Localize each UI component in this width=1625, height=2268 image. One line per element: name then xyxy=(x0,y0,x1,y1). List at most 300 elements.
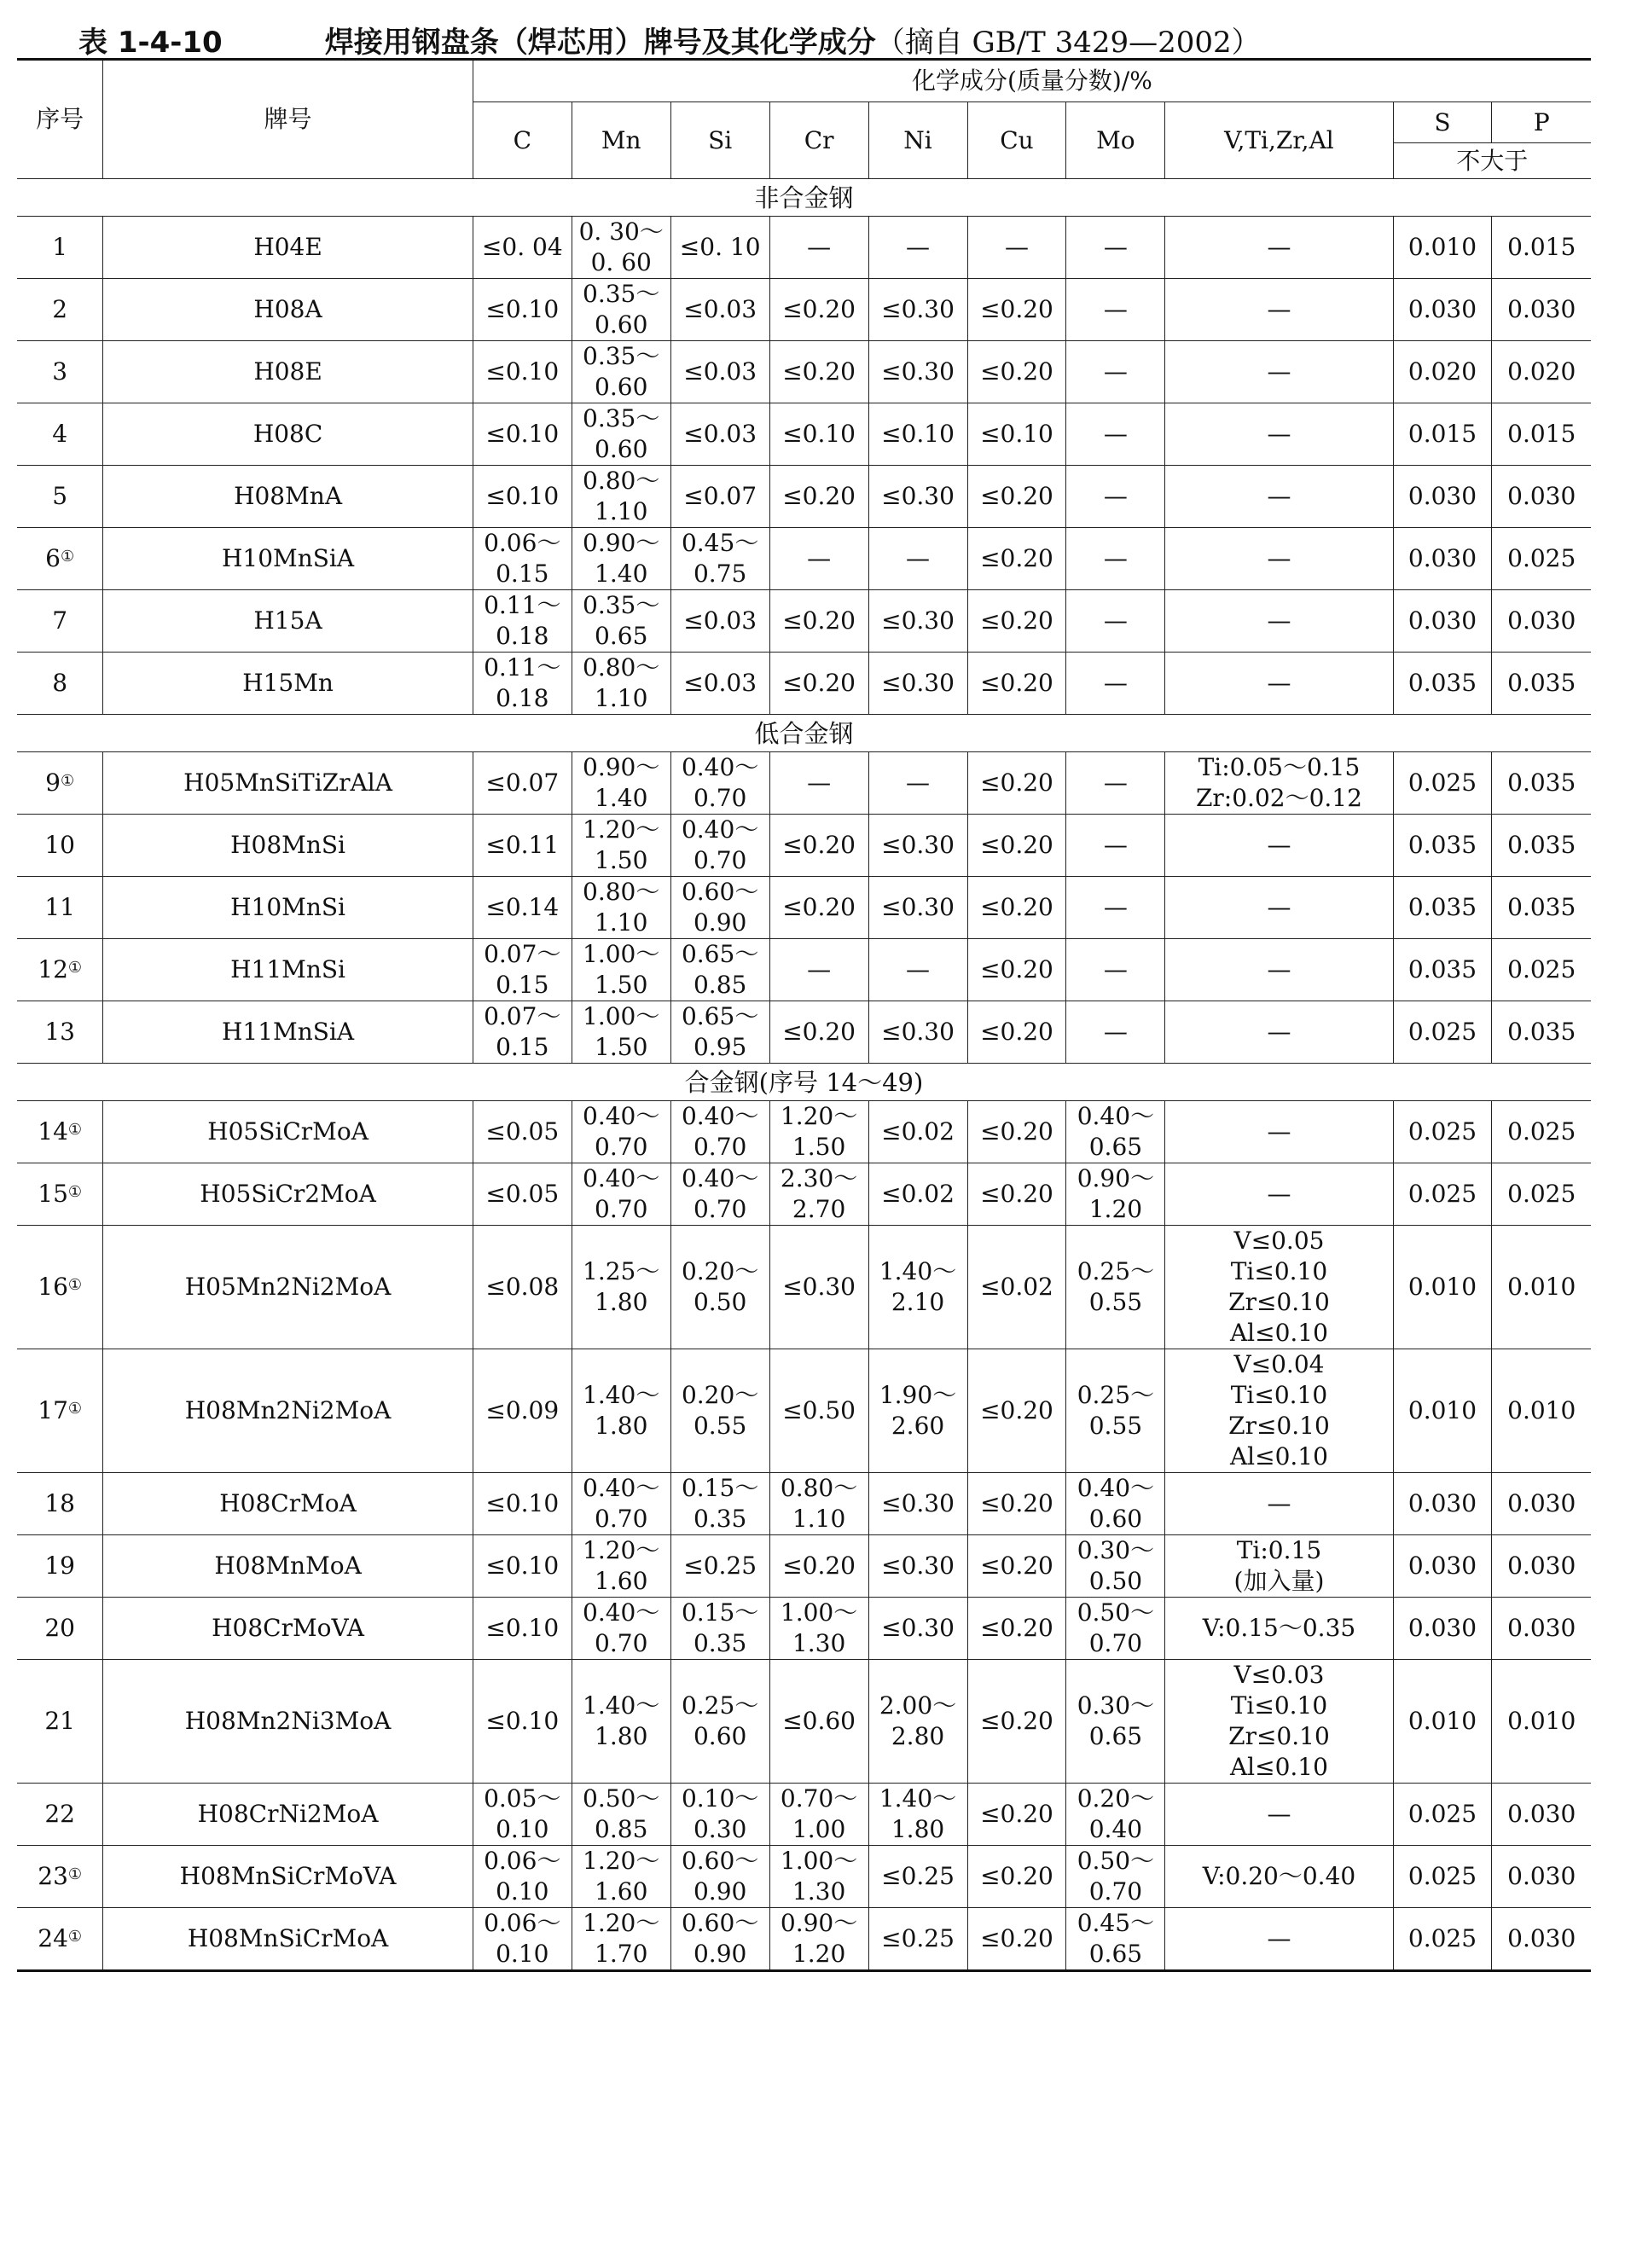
cell-vti: — xyxy=(1165,1784,1393,1846)
cell-mn: 1.20～ 1.60 xyxy=(572,1846,670,1908)
cell-s: 0.030 xyxy=(1393,1598,1492,1660)
cell-p: 0.015 xyxy=(1492,403,1591,466)
cell-vti: — xyxy=(1165,466,1393,528)
cell-mn: 0. 30～ 0. 60 xyxy=(572,217,670,279)
cell-si: 0.15～ 0.35 xyxy=(670,1473,769,1535)
cell-ni: ≤0.10 xyxy=(868,403,967,466)
cell-vti: Ti:0.15 (加入量) xyxy=(1165,1535,1393,1598)
cell-c: 0.07～ 0.15 xyxy=(473,939,572,1001)
cell-seq xyxy=(17,403,103,466)
cell-c: ≤0.10 xyxy=(473,1473,572,1535)
cell-si: 0.20～ 0.55 xyxy=(670,1349,769,1473)
cell-p: 0.035 xyxy=(1492,815,1591,877)
cell-cr: 0.70～ 1.00 xyxy=(769,1784,868,1846)
cell-p: 0.025 xyxy=(1492,528,1591,590)
cell-c: ≤0.14 xyxy=(473,877,572,939)
cell-mo: 0.45～ 0.65 xyxy=(1066,1908,1165,1971)
cell-si: 0.40～ 0.70 xyxy=(670,1163,769,1226)
cell-grade: H08E xyxy=(103,341,473,403)
cell-cu: ≤0.20 xyxy=(967,341,1066,403)
cell-cu: ≤0.20 xyxy=(967,466,1066,528)
cell-seq xyxy=(17,217,103,279)
cell-ni: ≤0.30 xyxy=(868,877,967,939)
cell-vti: — xyxy=(1165,279,1393,341)
cell-seq xyxy=(17,1535,103,1598)
cell-c: ≤0.10 xyxy=(473,279,572,341)
group-row xyxy=(17,1064,1591,1101)
table-row xyxy=(17,1660,1591,1784)
cell-s: 0.025 xyxy=(1393,1101,1492,1163)
cell-vti: — xyxy=(1165,1473,1393,1535)
cell-grade: H08A xyxy=(103,279,473,341)
cell-mo: 0.20～ 0.40 xyxy=(1066,1784,1165,1846)
cell-vti: — xyxy=(1165,217,1393,279)
cell-s: 0.020 xyxy=(1393,341,1492,403)
cell-cr: ≤0.20 xyxy=(769,815,868,877)
cell-p: 0.025 xyxy=(1492,1163,1591,1226)
cell-mo: 0.90～ 1.20 xyxy=(1066,1163,1165,1226)
cell-cu: ≤0.20 xyxy=(967,1163,1066,1226)
cell-mo: — xyxy=(1066,815,1165,877)
cell-si: ≤0.03 xyxy=(670,341,769,403)
cell-mn: 0.35～ 0.65 xyxy=(572,590,670,653)
cell-cr: ≤0.20 xyxy=(769,466,868,528)
cell-s: 0.035 xyxy=(1393,877,1492,939)
seq-number: 4 xyxy=(52,420,68,448)
cell-vti: Ti:0.05～0.15 Zr:0.02～0.12 xyxy=(1165,752,1393,815)
header-composition: 化学成分(质量分数)/% xyxy=(473,60,1591,102)
cell-si: 0.15～ 0.35 xyxy=(670,1598,769,1660)
cell-ni: — xyxy=(868,217,967,279)
header-row-1 xyxy=(17,60,1591,102)
cell-si: 0.65～ 0.85 xyxy=(670,939,769,1001)
table-row xyxy=(17,1908,1591,1971)
group-label: 合金钢(序号 14～49) xyxy=(17,1064,1591,1101)
cell-s: 0.035 xyxy=(1393,815,1492,877)
cell-c: ≤0.10 xyxy=(473,1660,572,1784)
cell-mo: — xyxy=(1066,939,1165,1001)
cell-seq xyxy=(17,466,103,528)
cell-cr: ≤0.20 xyxy=(769,279,868,341)
cell-vti: V≤0.04 Ti≤0.10 Zr≤0.10 Al≤0.10 xyxy=(1165,1349,1393,1473)
cell-mn: 0.35～ 0.60 xyxy=(572,403,670,466)
cell-s: 0.025 xyxy=(1393,1163,1492,1226)
cell-s: 0.010 xyxy=(1393,1226,1492,1349)
footnote-mark: ① xyxy=(61,548,75,566)
cell-vti: — xyxy=(1165,1908,1393,1971)
cell-grade: H08MnSiCrMoA xyxy=(103,1908,473,1971)
cell-p: 0.035 xyxy=(1492,1001,1591,1064)
cell-c: 0.07～ 0.15 xyxy=(473,1001,572,1064)
cell-grade: H15A xyxy=(103,590,473,653)
table-row xyxy=(17,403,1591,466)
seq-number: 11 xyxy=(44,893,75,921)
table-caption xyxy=(78,19,1261,61)
cell-p: 0.030 xyxy=(1492,1473,1591,1535)
table-row xyxy=(17,939,1591,1001)
cell-grade: H08MnMoA xyxy=(103,1535,473,1598)
cell-si: 0.40～ 0.70 xyxy=(670,1101,769,1163)
cell-seq xyxy=(17,653,103,715)
cell-s: 0.035 xyxy=(1393,653,1492,715)
cell-cu: ≤0.20 xyxy=(967,1660,1066,1784)
cell-mn: 1.40～ 1.80 xyxy=(572,1349,670,1473)
cell-p: 0.015 xyxy=(1492,217,1591,279)
cell-mo: 0.40～ 0.60 xyxy=(1066,1473,1165,1535)
cell-cr: 0.90～ 1.20 xyxy=(769,1908,868,1971)
cell-seq xyxy=(17,1349,103,1473)
cell-vti: — xyxy=(1165,815,1393,877)
cell-mo: — xyxy=(1066,341,1165,403)
cell-s: 0.030 xyxy=(1393,528,1492,590)
cell-mn: 0.35～ 0.60 xyxy=(572,279,670,341)
table-row xyxy=(17,1163,1591,1226)
cell-p: 0.030 xyxy=(1492,1846,1591,1908)
cell-mo: — xyxy=(1066,1001,1165,1064)
cell-vti: V:0.20～0.40 xyxy=(1165,1846,1393,1908)
table-row xyxy=(17,1349,1591,1473)
cell-cu: ≤0.20 xyxy=(967,590,1066,653)
table-row xyxy=(17,752,1591,815)
cell-mn: 0.40～ 0.70 xyxy=(572,1473,670,1535)
cell-ni: ≤0.30 xyxy=(868,653,967,715)
cell-grade: H11MnSi xyxy=(103,939,473,1001)
table-row xyxy=(17,590,1591,653)
cell-ni: ≤0.02 xyxy=(868,1101,967,1163)
cell-c: ≤0.10 xyxy=(473,1535,572,1598)
table-row xyxy=(17,1535,1591,1598)
cell-p: 0.010 xyxy=(1492,1660,1591,1784)
cell-si: 0.65～ 0.95 xyxy=(670,1001,769,1064)
cell-si: 0.25～ 0.60 xyxy=(670,1660,769,1784)
cell-c: ≤0.07 xyxy=(473,752,572,815)
cell-mo: — xyxy=(1066,279,1165,341)
cell-s: 0.030 xyxy=(1393,1535,1492,1598)
seq-number: 16 xyxy=(38,1273,68,1301)
cell-s: 0.010 xyxy=(1393,217,1492,279)
cell-cu: ≤0.20 xyxy=(967,1784,1066,1846)
cell-si: ≤0.25 xyxy=(670,1535,769,1598)
cell-s: 0.035 xyxy=(1393,939,1492,1001)
cell-grade: H05SiCr2MoA xyxy=(103,1163,473,1226)
cell-mn: 0.40～ 0.70 xyxy=(572,1163,670,1226)
seq-number: 21 xyxy=(44,1707,75,1735)
cell-mo: 0.50～ 0.70 xyxy=(1066,1846,1165,1908)
cell-c: ≤0.05 xyxy=(473,1163,572,1226)
cell-p: 0.025 xyxy=(1492,1101,1591,1163)
cell-ni: ≤0.02 xyxy=(868,1163,967,1226)
table-number: 表 1-4-10 xyxy=(78,26,223,60)
footnote-mark: ① xyxy=(67,1400,83,1418)
cell-seq xyxy=(17,528,103,590)
cell-ni: ≤0.25 xyxy=(868,1846,967,1908)
cell-cr: 0.80～ 1.10 xyxy=(769,1473,868,1535)
cell-cr: — xyxy=(769,217,868,279)
cell-s: 0.025 xyxy=(1393,1784,1492,1846)
cell-cu: ≤0.20 xyxy=(967,877,1066,939)
cell-si: 0.10～ 0.30 xyxy=(670,1784,769,1846)
cell-s: 0.030 xyxy=(1393,466,1492,528)
cell-c: ≤0.10 xyxy=(473,1598,572,1660)
cell-cr: ≤0.20 xyxy=(769,341,868,403)
header-col-vtizral: V,Ti,Zr,Al xyxy=(1165,102,1393,179)
cell-s: 0.025 xyxy=(1393,1908,1492,1971)
cell-grade: H08CrMoVA xyxy=(103,1598,473,1660)
cell-ni: ≤0.30 xyxy=(868,466,967,528)
cell-p: 0.030 xyxy=(1492,1535,1591,1598)
cell-ni: 1.40～ 2.10 xyxy=(868,1226,967,1349)
cell-c: ≤0.10 xyxy=(473,341,572,403)
cell-cu: ≤0.20 xyxy=(967,653,1066,715)
table-row xyxy=(17,217,1591,279)
cell-mn: 0.40～ 0.70 xyxy=(572,1598,670,1660)
cell-ni: — xyxy=(868,752,967,815)
cell-c: 0.06～ 0.10 xyxy=(473,1908,572,1971)
cell-cu: ≤0.20 xyxy=(967,528,1066,590)
cell-cr: ≤0.10 xyxy=(769,403,868,466)
table-row xyxy=(17,528,1591,590)
cell-cr: ≤0.20 xyxy=(769,877,868,939)
cell-seq xyxy=(17,815,103,877)
cell-p: 0.035 xyxy=(1492,653,1591,715)
cell-si: ≤0.03 xyxy=(670,403,769,466)
header-col-cu: Cu xyxy=(967,102,1066,179)
cell-vti: — xyxy=(1165,1101,1393,1163)
cell-grade: H05Mn2Ni2MoA xyxy=(103,1226,473,1349)
cell-ni: — xyxy=(868,528,967,590)
table-row xyxy=(17,1473,1591,1535)
cell-c: ≤0.09 xyxy=(473,1349,572,1473)
footnote-mark: ① xyxy=(67,1928,83,1946)
seq-number: 22 xyxy=(44,1800,75,1828)
cell-grade: H10MnSiA xyxy=(103,528,473,590)
cell-si: 0.20～ 0.50 xyxy=(670,1226,769,1349)
cell-grade: H08CrNi2MoA xyxy=(103,1784,473,1846)
cell-s: 0.030 xyxy=(1393,590,1492,653)
cell-vti: V:0.15～0.35 xyxy=(1165,1598,1393,1660)
cell-mn: 0.90～ 1.40 xyxy=(572,752,670,815)
cell-c: 0.11～ 0.18 xyxy=(473,653,572,715)
cell-mo: — xyxy=(1066,590,1165,653)
cell-vti: — xyxy=(1165,528,1393,590)
cell-ni: ≤0.30 xyxy=(868,1598,967,1660)
cell-cr: 1.20～ 1.50 xyxy=(769,1101,868,1163)
seq-number: 17 xyxy=(38,1396,68,1424)
cell-seq xyxy=(17,877,103,939)
cell-cr: 2.30～ 2.70 xyxy=(769,1163,868,1226)
cell-si: ≤0. 10 xyxy=(670,217,769,279)
cell-cu: ≤0.02 xyxy=(967,1226,1066,1349)
seq-number: 18 xyxy=(44,1489,75,1517)
cell-c: ≤0.10 xyxy=(473,403,572,466)
header-seq: 序号 xyxy=(17,60,103,179)
seq-number: 15 xyxy=(38,1180,68,1208)
table-row xyxy=(17,1101,1591,1163)
cell-seq xyxy=(17,1163,103,1226)
cell-vti: — xyxy=(1165,1001,1393,1064)
cell-mn: 0.35～ 0.60 xyxy=(572,341,670,403)
cell-s: 0.025 xyxy=(1393,1001,1492,1064)
table-row xyxy=(17,653,1591,715)
header-col-ni: Ni xyxy=(868,102,967,179)
cell-cu: ≤0.10 xyxy=(967,403,1066,466)
header-col-si: Si xyxy=(670,102,769,179)
cell-seq xyxy=(17,279,103,341)
cell-ni: 1.90～ 2.60 xyxy=(868,1349,967,1473)
cell-grade: H15Mn xyxy=(103,653,473,715)
cell-mo: — xyxy=(1066,217,1165,279)
cell-seq xyxy=(17,939,103,1001)
group-row xyxy=(17,179,1591,217)
cell-s: 0.025 xyxy=(1393,1846,1492,1908)
cell-c: ≤0. 04 xyxy=(473,217,572,279)
seq-number: 12 xyxy=(38,955,68,983)
header-col-mo: Mo xyxy=(1066,102,1165,179)
cell-c: 0.05～ 0.10 xyxy=(473,1784,572,1846)
cell-mo: 0.30～ 0.50 xyxy=(1066,1535,1165,1598)
cell-p: 0.025 xyxy=(1492,939,1591,1001)
cell-p: 0.030 xyxy=(1492,466,1591,528)
seq-number: 1 xyxy=(52,233,68,261)
cell-seq xyxy=(17,1101,103,1163)
cell-mn: 1.25～ 1.80 xyxy=(572,1226,670,1349)
seq-number: 13 xyxy=(44,1018,75,1046)
seq-number: 23 xyxy=(38,1862,68,1890)
cell-mo: 0.40～ 0.65 xyxy=(1066,1101,1165,1163)
cell-si: 0.40～ 0.70 xyxy=(670,752,769,815)
cell-mo: — xyxy=(1066,528,1165,590)
cell-s: 0.010 xyxy=(1393,1349,1492,1473)
cell-cu: ≤0.20 xyxy=(967,1535,1066,1598)
cell-grade: H11MnSiA xyxy=(103,1001,473,1064)
cell-mo: — xyxy=(1066,752,1165,815)
composition-table xyxy=(17,58,1591,1972)
cell-cr: — xyxy=(769,528,868,590)
table-row xyxy=(17,1598,1591,1660)
cell-grade: H08CrMoA xyxy=(103,1473,473,1535)
footnote-mark: ① xyxy=(67,1121,83,1139)
table-row xyxy=(17,1226,1591,1349)
cell-p: 0.030 xyxy=(1492,1598,1591,1660)
cell-vti: V≤0.03 Ti≤0.10 Zr≤0.10 Al≤0.10 xyxy=(1165,1660,1393,1784)
seq-number: 7 xyxy=(52,606,68,635)
cell-si: 0.60～ 0.90 xyxy=(670,1846,769,1908)
footnote-mark: ① xyxy=(67,1865,83,1883)
cell-mn: 0.90～ 1.40 xyxy=(572,528,670,590)
header-col-c: C xyxy=(473,102,572,179)
cell-ni: 1.40～ 1.80 xyxy=(868,1784,967,1846)
cell-seq xyxy=(17,1908,103,1971)
cell-p: 0.035 xyxy=(1492,877,1591,939)
cell-vti: — xyxy=(1165,590,1393,653)
cell-cu: ≤0.20 xyxy=(967,752,1066,815)
cell-mn: 1.40～ 1.80 xyxy=(572,1660,670,1784)
cell-mo: — xyxy=(1066,653,1165,715)
cell-cu: ≤0.20 xyxy=(967,279,1066,341)
cell-c: 0.06～ 0.15 xyxy=(473,528,572,590)
table-row xyxy=(17,1846,1591,1908)
cell-cu: — xyxy=(967,217,1066,279)
cell-c: 0.06～ 0.10 xyxy=(473,1846,572,1908)
cell-cr: 1.00～ 1.30 xyxy=(769,1598,868,1660)
cell-ni: ≤0.30 xyxy=(868,1001,967,1064)
cell-mo: 0.50～ 0.70 xyxy=(1066,1598,1165,1660)
cell-grade: H08MnA xyxy=(103,466,473,528)
header-grade: 牌号 xyxy=(103,60,473,179)
cell-c: ≤0.08 xyxy=(473,1226,572,1349)
cell-cr: — xyxy=(769,939,868,1001)
cell-s: 0.010 xyxy=(1393,1660,1492,1784)
table-row xyxy=(17,1001,1591,1064)
seq-number: 14 xyxy=(38,1117,68,1146)
cell-si: 0.45～ 0.75 xyxy=(670,528,769,590)
cell-s: 0.030 xyxy=(1393,279,1492,341)
cell-si: ≤0.07 xyxy=(670,466,769,528)
cell-vti: — xyxy=(1165,1163,1393,1226)
table-source: （摘自 GB/T 3429—2002） xyxy=(875,26,1261,60)
cell-seq xyxy=(17,1001,103,1064)
table-row xyxy=(17,815,1591,877)
cell-p: 0.020 xyxy=(1492,341,1591,403)
cell-mn: 1.20～ 1.50 xyxy=(572,815,670,877)
cell-seq xyxy=(17,1226,103,1349)
seq-number: 3 xyxy=(52,357,68,386)
cell-c: 0.11～ 0.18 xyxy=(473,590,572,653)
cell-mn: 0.80～ 1.10 xyxy=(572,877,670,939)
seq-number: 20 xyxy=(44,1614,75,1642)
cell-seq xyxy=(17,1784,103,1846)
cell-seq xyxy=(17,1473,103,1535)
cell-si: 0.40～ 0.70 xyxy=(670,815,769,877)
cell-p: 0.030 xyxy=(1492,1908,1591,1971)
cell-grade: H08MnSi xyxy=(103,815,473,877)
cell-p: 0.030 xyxy=(1492,279,1591,341)
cell-seq xyxy=(17,752,103,815)
cell-ni: ≤0.30 xyxy=(868,279,967,341)
cell-mo: — xyxy=(1066,466,1165,528)
seq-number: 6 xyxy=(45,544,61,572)
cell-vti: — xyxy=(1165,877,1393,939)
cell-seq xyxy=(17,1660,103,1784)
cell-s: 0.030 xyxy=(1393,1473,1492,1535)
seq-number: 19 xyxy=(44,1552,75,1580)
group-label: 非合金钢 xyxy=(17,179,1591,217)
cell-c: ≤0.11 xyxy=(473,815,572,877)
cell-vti: V≤0.05 Ti≤0.10 Zr≤0.10 Al≤0.10 xyxy=(1165,1226,1393,1349)
cell-cr: ≤0.20 xyxy=(769,590,868,653)
cell-mn: 1.20～ 1.70 xyxy=(572,1908,670,1971)
cell-cu: ≤0.20 xyxy=(967,939,1066,1001)
cell-cr: ≤0.30 xyxy=(769,1226,868,1349)
cell-cu: ≤0.20 xyxy=(967,815,1066,877)
footnote-mark: ① xyxy=(67,1183,83,1201)
footnote-mark: ① xyxy=(67,1276,83,1294)
cell-grade: H05MnSiTiZrAlA xyxy=(103,752,473,815)
cell-si: ≤0.03 xyxy=(670,590,769,653)
cell-c: ≤0.10 xyxy=(473,466,572,528)
table-row xyxy=(17,279,1591,341)
cell-mo: — xyxy=(1066,403,1165,466)
table-row xyxy=(17,466,1591,528)
header-not-more-than: 不大于 xyxy=(1393,143,1591,179)
header-col-s: S xyxy=(1393,102,1492,143)
cell-mo: 0.25～ 0.55 xyxy=(1066,1349,1165,1473)
header-col-cr: Cr xyxy=(769,102,868,179)
cell-vti: — xyxy=(1165,653,1393,715)
cell-grade: H08C xyxy=(103,403,473,466)
cell-ni: 2.00～ 2.80 xyxy=(868,1660,967,1784)
cell-ni: ≤0.30 xyxy=(868,815,967,877)
